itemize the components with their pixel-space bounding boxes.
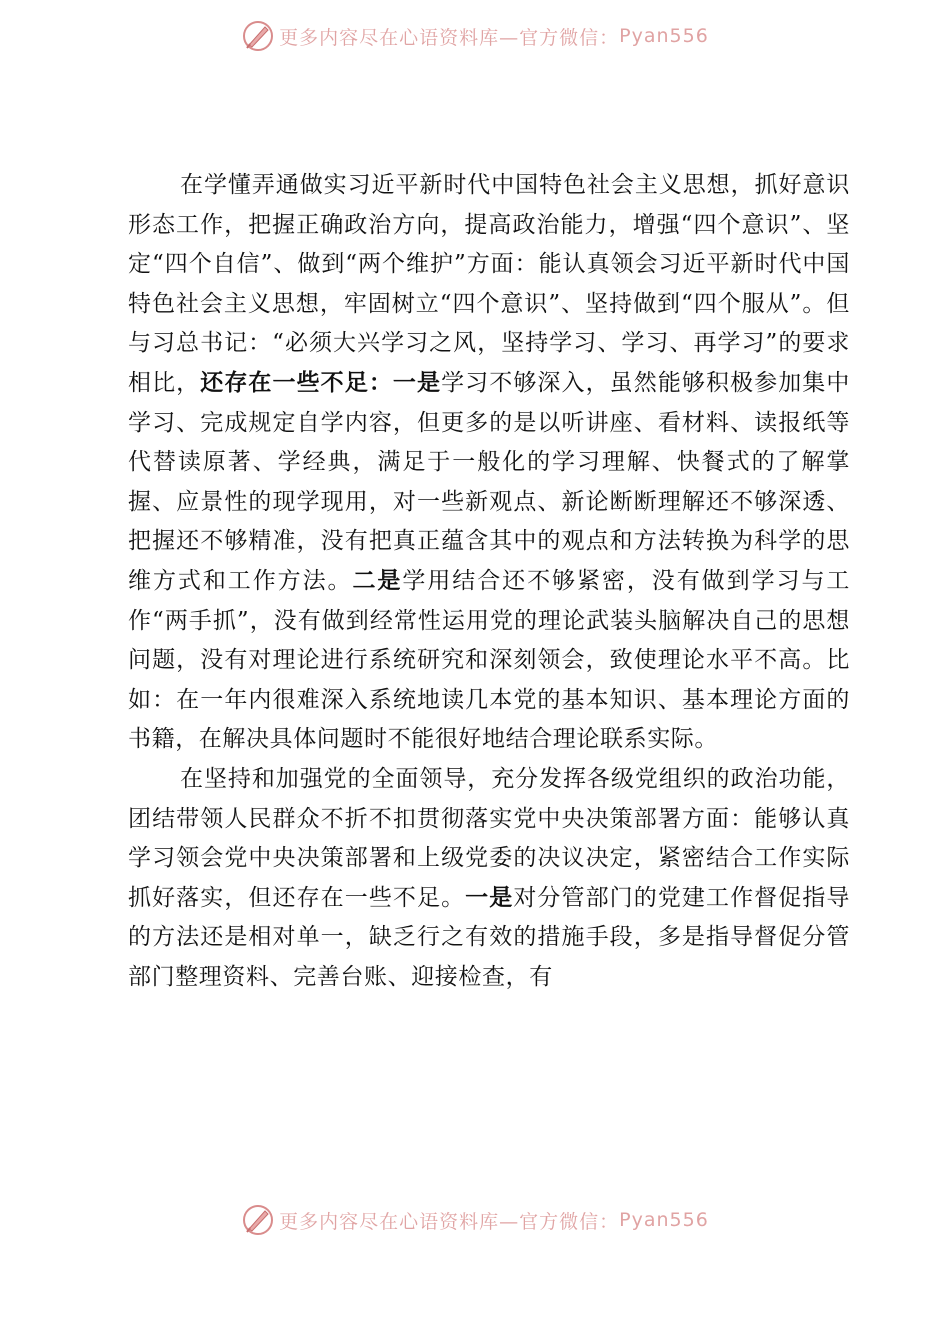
paragraph-1 — [128, 166, 850, 760]
paragraph-1-bold-1: 还存在一些不足：一是 — [200, 369, 442, 396]
header-banner — [0, 16, 950, 56]
header-wechat-id: Pyan556 — [619, 25, 709, 47]
paragraph-1-bold-2: 二是 — [352, 567, 403, 594]
paragraph-2-text-2: 对分管部门的党建工作督促指导的方法还是相对单一，缺乏行之有效的措施手段，多是指导督促分管部门整理资料、完善台账、迎接检查，有 — [128, 884, 850, 990]
document-body — [128, 166, 850, 997]
footer-banner — [0, 1200, 950, 1240]
header-title: 更多内容尽在心语资料库—官方微信： — [279, 26, 620, 49]
quill-logo-icon — [241, 19, 275, 53]
paragraph-1-text-1: 在学懂弄通做实习近平新时代中国特色社会主义思想，抓好意识形态工作，把握正确政治方向，提高政治能力，增强“四个意识”、坚定“四个自信”、做到“两个维护”方面：能认真领会习近平新时代中国特色社会主义思想，牢固树立“四个意识”、坚持做到“四个服从”。但与习总书记：“必须大兴学习之风，坚持学习、学习、再学习”的要求相比， — [128, 172, 850, 396]
paragraph-2 — [128, 760, 850, 998]
footer-wechat-id: Pyan556 — [619, 1209, 709, 1231]
paragraph-1-text-3: 学用结合还不够紧密，没有做到学习与工作“两手抓”，没有做到经常性运用党的理论武装头脑解决自己的思想问题，没有对理论进行系统研究和深刻领会，致使理论水平不高。比如：在一年内很难深入系统地读几本党的基本知识、基本理论方面的书籍，在解决具体问题时不能很好地结合理论联系实际。 — [128, 567, 850, 753]
paragraph-1-text-2: 学习不够深入，虽然能够积极参加集中学习、完成规定自学内容，但更多的是以听讲座、看材料、读报纸等代替读原著、学经典，满足于一般化的学习理解、快餐式的了解掌握、应景性的现学现用，对一些新观点、新论断断理解还不够深透、把握还不够精准，没有把真正蕴含其中的观点和方法转换为科学的思维方式和工作方法。 — [128, 369, 850, 594]
paragraph-2-bold-1: 一是 — [465, 884, 514, 911]
quill-logo-icon — [241, 1203, 275, 1237]
paragraph-2-text-1: 在坚持和加强党的全面领导，充分发挥各级党组织的政治功能，团结带领人民群众不折不扣贯彻落实党中央决策部署方面：能够认真学习领会党中央决策部署和上级党委的决议决定，紧密结合工作实际抓好落实，但还存在一些不足。 — [128, 765, 850, 911]
footer-title: 更多内容尽在心语资料库—官方微信： — [279, 1210, 620, 1233]
